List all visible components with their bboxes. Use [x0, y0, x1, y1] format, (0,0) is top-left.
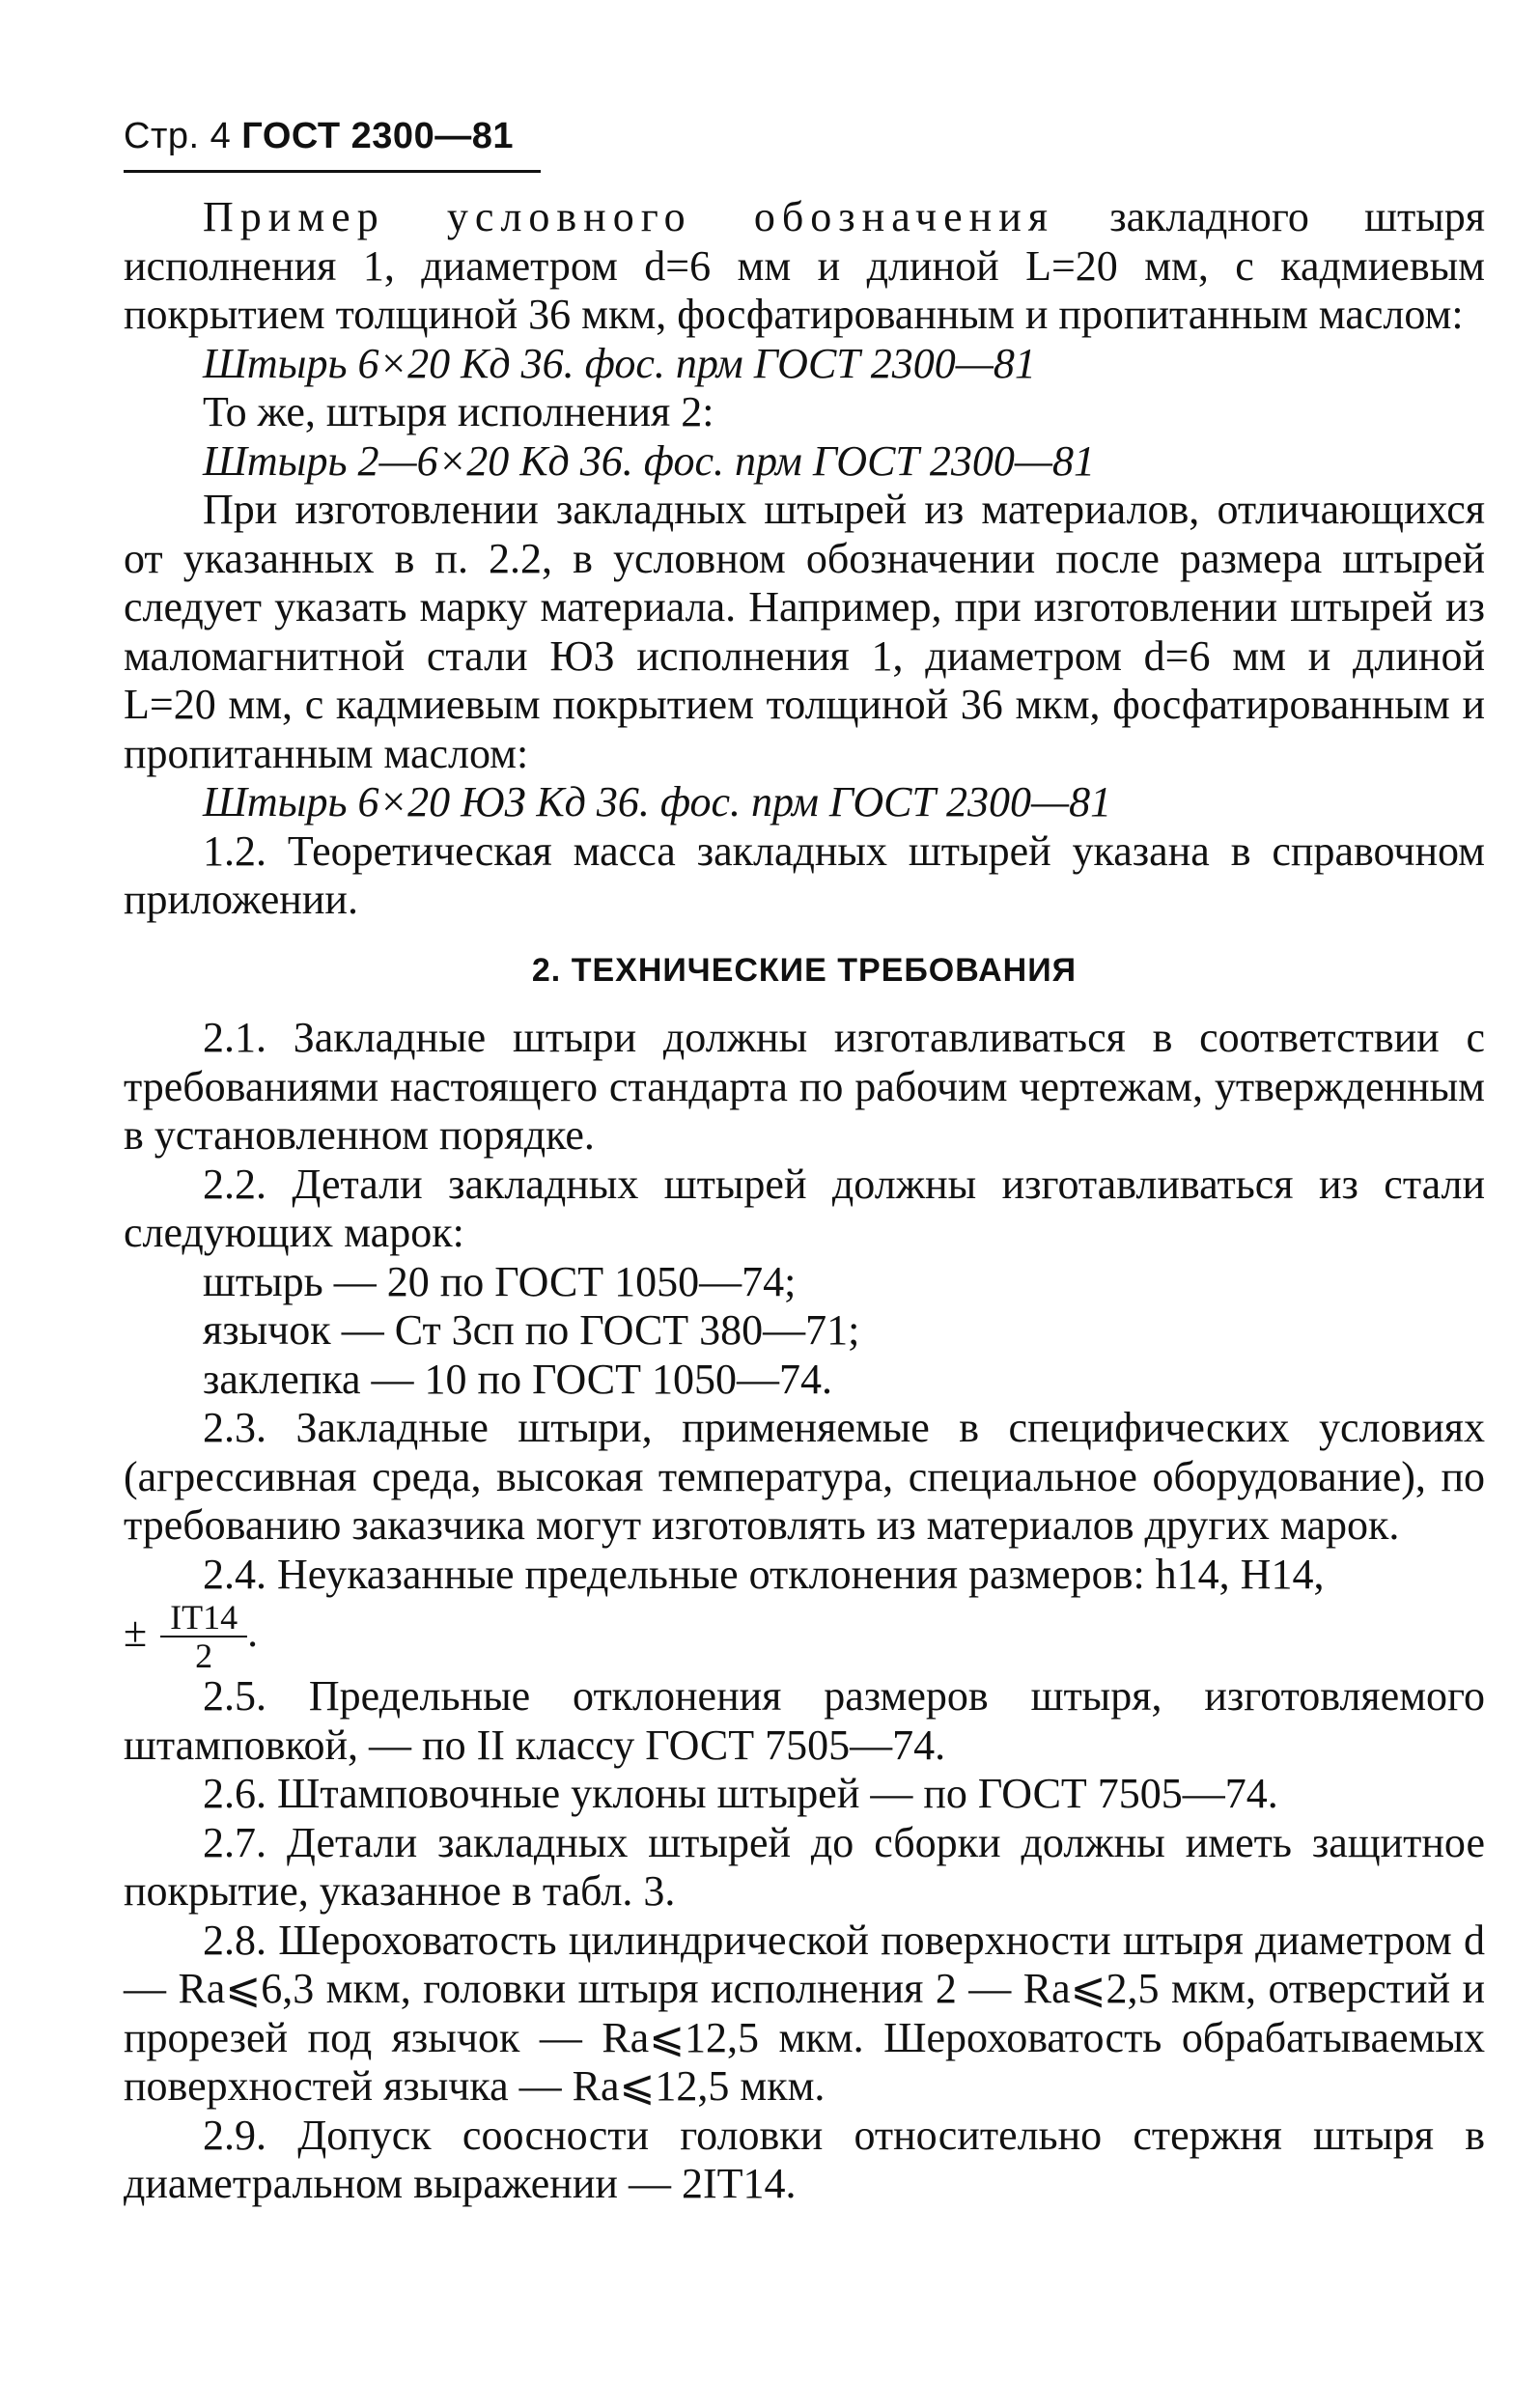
same-for-version-2: То же, штыря исполнения 2:	[203, 388, 714, 435]
clause-2-4: 2.4. Неуказанные предельные отклонения размеров: h14, H14,	[203, 1550, 1325, 1598]
clause-2-9: 2.9. Допуск соосности головки относительно стержня штыря в диаметральном выражении — 2IT14.	[124, 2111, 1485, 2207]
clause-2-1: 2.1. Закладные штыри должны изготавливаться в соответствии с требованиями настоящего стандарта по рабочим чертежам, утвержденным в установленном порядке.	[124, 1014, 1485, 1159]
tolerance-fraction	[160, 1599, 247, 1674]
clause-2-7: 2.7. Детали закладных штырей до сборки должны иметь защитное покрытие, указанное в табл. 3.	[124, 1818, 1485, 1915]
clause-2-8: 2.8. Шероховатость цилиндрической поверхности штыря диаметром d — Ra⩽6,3 мкм, головки штыря исполнения 2 — Ra⩽2,5 мкм, отверстий и прорезей под язычок — Ra⩽12,5 мкм. Шероховатость обрабатываемых поверхностей язычка — Ra⩽12,5 мкм.	[124, 1916, 1485, 2110]
fraction-denominator: 2	[195, 1637, 213, 1675]
material-paragraph: При изготовлении закладных штырей из материалов, отличающихся от указанных в п. 2.2, в условном обозначении после размера штырей следует указать марку материала. Например, при изготовлении штырей из маломагнитной стали ЮЗ исполнения 1, диаметром d=6 мм и длиной L=20 мм, с кадмиевым покрытием толщиной 36 мкм, фосфатированным и пропитанным маслом:	[124, 486, 1485, 777]
document-body	[124, 193, 1485, 2209]
page-number: Стр. 4	[124, 116, 232, 156]
material-tongue: язычок — Ст 3сп по ГОСТ 380—71;	[203, 1306, 860, 1354]
material-pin: штырь — 20 по ГОСТ 1050—74;	[203, 1257, 797, 1305]
designation-example-1: Штырь 6×20 Кд 36. фос. прм ГОСТ 2300—81	[203, 339, 1036, 387]
page-header	[124, 116, 514, 157]
material-rivet: заклепка — 10 по ГОСТ 1050—74.	[203, 1355, 832, 1403]
designation-example-2: Штырь 2—6×20 Кд 36. фос. прм ГОСТ 2300—81	[203, 436, 1096, 485]
example-paragraph	[124, 193, 1485, 340]
clause-2-3: 2.3. Закладные штыри, применяемые в специфических условиях (агрессивная среда, высокая температура, специальное оборудование), по требованию заказчика могут изготовлять из материалов других марок.	[124, 1404, 1485, 1549]
plus-minus: ±	[124, 1609, 148, 1657]
standard-number: ГОСТ 2300—81	[241, 116, 514, 156]
clause-1-2: 1.2. Теоретическая масса закладных штырей указана в справочном приложении.	[124, 826, 1485, 923]
example-text: закладного штыря исполнения 1, диаметром d=6 мм и длиной L=20 мм, с кадмиевым покрытием толщиной 36 мкм, фосфатированным и пропитанным маслом:	[124, 193, 1485, 338]
fraction-period: .	[247, 1609, 259, 1657]
fraction-numerator: IT14	[160, 1599, 247, 1637]
designation-example-3: Штырь 6×20 ЮЗ Кд 36. фос. прм ГОСТ 2300—81	[203, 778, 1112, 826]
example-lead: Пример условного обозначения	[203, 193, 1054, 240]
clause-2-2: 2.2. Детали закладных штырей должны изготавливаться из стали следующих марок:	[124, 1160, 1485, 1256]
section-title: 2. ТЕХНИЧЕСКИЕ ТРЕБОВАНИЯ	[531, 951, 1078, 989]
clause-2-6: 2.6. Штамповочные уклоны штырей — по ГОСТ 7505—74.	[203, 1770, 1278, 1817]
clause-2-5: 2.5. Предельные отклонения размеров штыря, изготовляемого штамповкой, — по II классу ГОСТ 7505—74.	[124, 1672, 1485, 1769]
header-rule	[124, 170, 541, 173]
tolerance-fraction-row	[124, 1598, 1485, 1675]
